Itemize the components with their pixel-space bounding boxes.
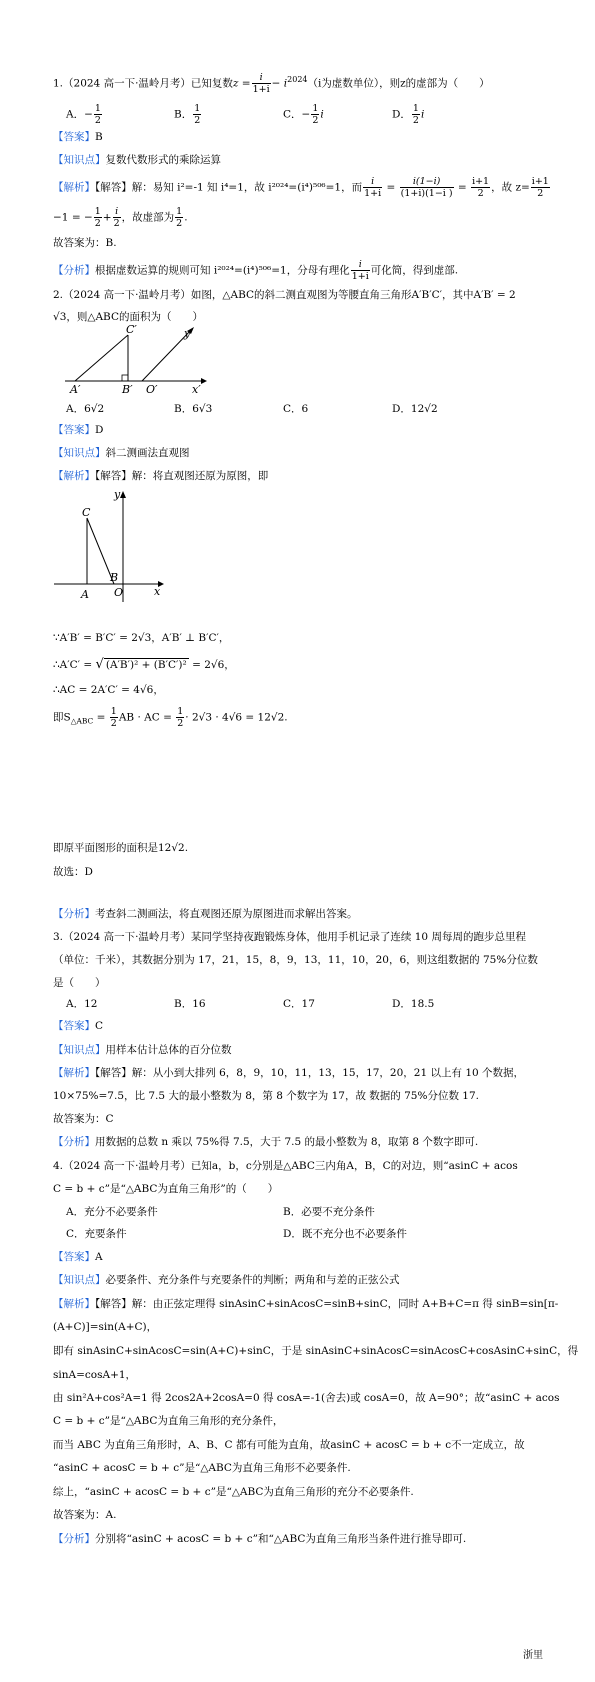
q4-analysis-l4: sinA=cosA+1，	[53, 1369, 137, 1381]
q4-analysis-l6: C = b + c”是“△ABC为直角三角形的充分条件，	[53, 1415, 284, 1427]
fig2-label-x: x	[154, 585, 161, 598]
q2-eq4: 即$S_{\triangle ABC}$ = $\frac{1}{2}$ AB · AC = $\frac{1}{2}$ · 2√3 · 4√6 = 12√2.	[53, 706, 288, 729]
q1-answer: 【答案】B	[53, 131, 103, 143]
q3-knowledge: 【知识点】用样本估计总体的百分位数	[53, 1044, 232, 1056]
q4-review: 【分析】分别将“asinC + acosC = b + c”和“△ABC为直角三角形当条件进行推导即可.	[53, 1533, 467, 1545]
q1-stem: 1.（2024 高一下·温岭月考）已知复数z = $\frac{i}{1+i}$ − $i^{2024}(i$为虚数单位），则z的虚部为（ ）	[53, 72, 490, 95]
q3-stem-cont2: 是（ ）	[53, 977, 106, 989]
q4-analysis-l9: 综上，“asinC + acosC = b + c”是“△ABC为直角三角形的充分不必要条件.	[53, 1486, 414, 1498]
q4-analysis: 【解析】【解答】解：由正弦定理得 sinAsinC+sinAcosC=sinB+sinC，同时 A+B+C=π 得 sinB=sin[π-	[53, 1298, 559, 1310]
q1-option-b: B． $\frac{1}{2}$	[174, 103, 201, 126]
q2-option-b: B．6√3	[174, 403, 213, 415]
q3-review: 【分析】用数据的总数 n 乘以 75%得 7.5，大于 7.5 的最小整数为 8，取第 8 个数字即可.	[53, 1136, 479, 1148]
q4-analysis-l8: “asinC + acosC = b + c”是“△ABC为直角三角形不必要条件.	[53, 1462, 351, 1474]
q3-conclusion: 故答案为：C	[53, 1113, 114, 1125]
q3-analysis: 【解析】【解答】解：从小到大排列 6，8，9，10，11，13，15，17，20，21 以上有 10 个数据，	[53, 1067, 525, 1079]
fig2-label-o: O	[114, 586, 124, 599]
q3-stem-cont: （单位：千米），其数据分别为 17，21，15，8，9，13，11，10，20，6，则这组数据的 75%分位数	[53, 954, 538, 966]
q3-option-c: C．17	[283, 998, 315, 1010]
q4-option-b: B．必要不充分条件	[283, 1206, 375, 1218]
q1-option-c: C．− $\frac{1}{2}$ i	[283, 103, 324, 126]
page-footer: 浙里	[523, 1650, 543, 1661]
q2-eq1: ∵A′B′ = B′C′ = 2√3，A′B′ ⊥ B′C′，	[53, 632, 230, 644]
q4-knowledge: 【知识点】必要条件、充分条件与充要条件的判断；两角和与差的正弦公式	[53, 1274, 400, 1286]
q1-review: 【分析】根据虚数运算的规则可知 i²⁰²⁴=(i⁴)⁵⁰⁶=1，分母有理化 $\frac{i}{1+i}$ 可化简，得到虚部.	[53, 259, 459, 282]
q2-eq2: ∴A′C′ = √ (A′B′)² + (B′C′)² = 2√6，	[53, 657, 235, 672]
q3-option-b: B．16	[174, 998, 206, 1010]
fig1-label-y: y′	[184, 327, 193, 340]
q2-stem-cont: √3，则△ABC的面积为（ ）	[53, 311, 203, 323]
fig1-label-b: B′	[122, 383, 133, 395]
fig2-label-y: y	[114, 488, 121, 501]
q4-option-a: A．充分不必要条件	[66, 1206, 158, 1218]
q4-answer: 【答案】A	[53, 1251, 103, 1263]
q1-analysis: 【解析】【解答】解：易知 i²=-1 知 i⁴=1，故 i²⁰²⁴=(i⁴)⁵⁰⁶=1，而 $\frac{i}{1+i}$ = $\frac{i(1-i)}{(1+i)(1-i )}$ = $\frac{i+1}{2}$ ，故 z= $\frac{i+1}{2}$	[53, 176, 549, 199]
q3-option-d: D．18.5	[392, 998, 435, 1010]
fig2-label-a: A	[81, 588, 89, 601]
q4-conclusion: 故答案为：A.	[53, 1509, 117, 1521]
q2-original-figure	[50, 488, 170, 608]
fig1-label-c: C′	[126, 323, 137, 336]
q3-answer: 【答案】C	[53, 1020, 104, 1032]
fig2-label-b: B	[110, 571, 119, 584]
q4-analysis-l2: (A+C)]=sin(A+C)，	[53, 1321, 158, 1333]
q4-option-d: D．既不充分也不必要条件	[283, 1228, 407, 1240]
q2-eq3: ∴AC = 2A′C′ = 4√6，	[53, 684, 164, 696]
q3-analysis-cont: 10×75%=7.5，比 7.5 大的最小整数为 8，第 8 个数字为 17，故 数据的 75%分位数 17.	[53, 1090, 479, 1102]
q2-oblique-figure	[60, 323, 210, 395]
q2-option-d: D．12√2	[392, 403, 438, 415]
q3-stem: 3.（2024 高一下·温岭月考）某同学坚持夜跑锻炼身体，他用手机记录了连续 10 周每周的跑步总里程	[53, 931, 526, 943]
q2-review: 【分析】考查斜二测画法，将直观图还原为原图进而求解出答案。	[53, 908, 358, 920]
q2-stem: 2.（2024 高一下·温岭月考）如图，△ABC的斜二测直观图为等腰直角三角形A′B′C′，其中A′B′ = 2	[53, 289, 516, 301]
q2-knowledge: 【知识点】斜二测画法直观图	[53, 447, 190, 459]
q2-option-c: C．6	[283, 403, 309, 415]
q2-result: 即原平面图形的面积是12√2.	[53, 842, 189, 854]
q3-option-a: A．12	[66, 998, 98, 1010]
q4-option-c: C．充要条件	[66, 1228, 127, 1240]
q4-stem: 4.（2024 高一下·温岭月考）已知a，b，c分别是△ABC三内角A，B，C的对边，则“asinC + acos	[53, 1160, 518, 1172]
q4-analysis-l7: 而当 ABC 为直角三角形时，A、B、C 都有可能为直角，故asinC + acosC = b + c不一定成立，故	[53, 1439, 525, 1451]
q2-answer: 【答案】D	[53, 424, 104, 436]
q4-analysis-l3: 即有 sinAsinC+sinAcosC=sin(A+C)+sinC，于是 sinAsinC+sinAcosC=sinAcosC+cosAsinC+sinC，得	[53, 1345, 579, 1357]
q4-stem-cont: C = b + c”是“△ABC为直角三角形”的（ ）	[53, 1183, 279, 1195]
fig1-label-a: A′	[70, 383, 81, 395]
q2-conclusion: 故选：D	[53, 866, 93, 878]
fig2-label-c: C	[82, 506, 91, 519]
q2-option-a: A．6√2	[66, 403, 105, 415]
fig1-label-x: x′	[192, 383, 201, 395]
q4-analysis-l5: 由 sin²A+cos²A=1 得 2cos2A+2cosA=0 得 cosA=-1(舍去)或 cosA=0，故 A=90°；故“asinC + acos	[53, 1392, 560, 1404]
fig1-label-o: O′	[146, 383, 158, 395]
q1-conclusion: 故答案为：B.	[53, 237, 117, 249]
q1-option-a: A．− $\frac{1}{2}$	[66, 103, 101, 126]
q1-option-d: D． $\frac{1}{2}$ i	[392, 103, 425, 126]
q1-knowledge: 【知识点】复数代数形式的乘除运算	[53, 154, 221, 166]
q2-analysis: 【解析】【解答】解：将直观图还原为原图，即	[53, 470, 269, 482]
q1-analysis-cont: −1 = − $\frac{1}{2}$ + $\frac{i}{2}$ ，故虚部为 $\frac{1}{2}$ .	[53, 206, 188, 229]
